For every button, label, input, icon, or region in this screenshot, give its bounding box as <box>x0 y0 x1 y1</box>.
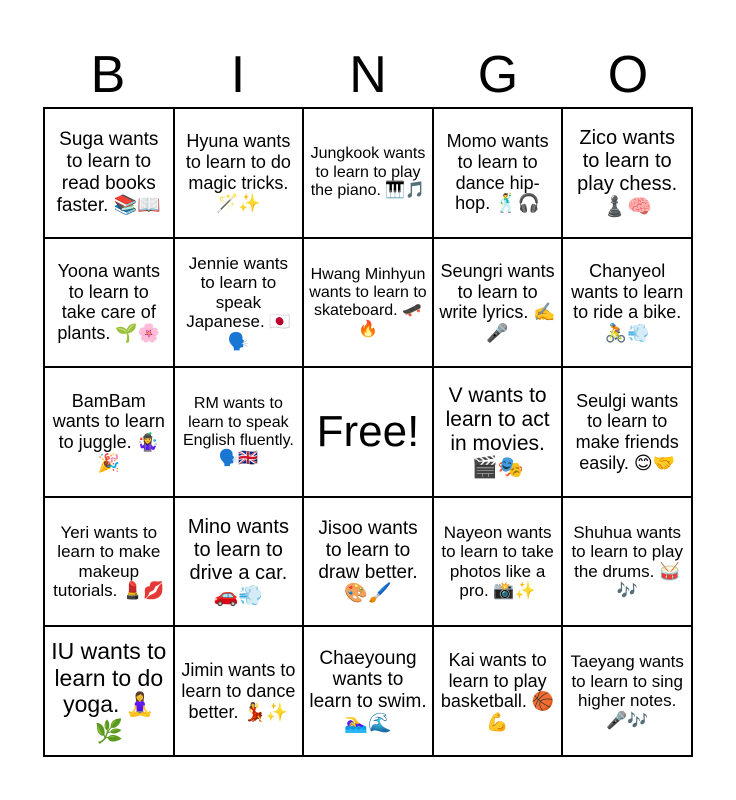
bingo-cell[interactable] <box>562 367 692 497</box>
cell-text: Jimin wants to learn to dance better. 💃✨ <box>181 660 296 722</box>
bingo-header <box>43 44 693 106</box>
cell-text: Shuhua wants to learn to play the drums. 🥁🎶 <box>571 522 683 601</box>
bingo-cell[interactable] <box>174 497 304 627</box>
header-letter-i: I <box>230 46 246 104</box>
bingo-cell[interactable] <box>303 626 433 756</box>
bingo-cell[interactable] <box>433 497 563 627</box>
bingo-cell[interactable] <box>174 367 304 497</box>
cell-text: Nayeon wants to learn to take photos like a pro. 📸✨ <box>441 522 554 601</box>
bingo-cell[interactable] <box>303 108 433 238</box>
bingo-cell[interactable] <box>44 626 174 756</box>
cell-text: Hwang Minhyun wants to learn to skateboard. 🛹🔥 <box>309 265 427 338</box>
cell-text: Yeri wants to learn to make makeup tutorials. 💄💋 <box>53 522 165 601</box>
cell-text: IU wants to learn to do yoga. 🧘‍♀️🌿 <box>51 638 167 744</box>
bingo-cell[interactable] <box>433 626 563 756</box>
cell-text: Yoona wants to learn to take care of plants. 🌱🌸 <box>57 261 161 344</box>
bingo-cell[interactable] <box>174 626 304 756</box>
cell-text: Jisoo wants to learn to draw better. 🎨🖌️ <box>318 517 418 605</box>
bingo-cell[interactable] <box>562 238 692 368</box>
bingo-cell[interactable] <box>433 238 563 368</box>
header-letter-b: B <box>90 46 126 104</box>
cell-text: RM wants to learn to speak English fluently. 🗣️🇬🇧 <box>182 395 294 468</box>
bingo-cell[interactable] <box>174 108 304 238</box>
bingo-cell[interactable] <box>562 497 692 627</box>
header-letter-n: N <box>349 46 387 104</box>
header-letter-o: O <box>607 46 649 104</box>
bingo-cell[interactable] <box>174 238 304 368</box>
bingo-cell[interactable] <box>44 108 174 238</box>
bingo-cell[interactable] <box>433 367 563 497</box>
bingo-cell[interactable] <box>562 626 692 756</box>
bingo-cell[interactable] <box>44 238 174 368</box>
cell-text: Zico wants to learn to play chess. ♟️🧠 <box>577 126 678 218</box>
cell-text: Kai wants to learn to play basketball. 🏀💪 <box>440 649 555 732</box>
cell-text: Taeyang wants to learn to sing higher notes. 🎤🎶 <box>570 652 684 730</box>
cell-text: Jungkook wants to learn to play the piano. 🎹🎵 <box>310 145 426 199</box>
cell-text: Jennie wants to learn to speak Japanese. 🇯🇵🗣️ <box>186 253 291 351</box>
cell-text: BamBam wants to learn to juggle. 🤹‍♀️🎉 <box>52 390 165 473</box>
cell-text: Chaeyoung wants to learn to swim. 🏊‍♀️🌊 <box>309 647 427 735</box>
bingo-cell[interactable] <box>562 108 692 238</box>
free-space-text: Free! <box>316 406 420 456</box>
cell-text: Suga wants to learn to read books faster. 📚📖 <box>56 129 161 216</box>
bingo-cell[interactable] <box>303 238 433 368</box>
free-space[interactable] <box>303 367 433 497</box>
header-letter-g: G <box>477 46 519 104</box>
bingo-cell[interactable] <box>303 497 433 627</box>
bingo-cell[interactable] <box>44 497 174 627</box>
cell-text: Hyuna wants to learn to do magic tricks. 🪄✨ <box>185 131 291 214</box>
cell-text: Mino wants to learn to drive a car. 🚗💨 <box>187 515 289 607</box>
cell-text: V wants to learn to act in movies. 🎬🎭 <box>445 383 550 480</box>
bingo-cell[interactable] <box>44 367 174 497</box>
cell-text: Chanyeol wants to learn to ride a bike. 🚴💨 <box>571 261 684 344</box>
cell-text: Seulgi wants to learn to make friends easily. 😊🤝 <box>575 390 679 473</box>
cell-text: Seungri wants to learn to write lyrics. ✍️🎤 <box>439 261 556 344</box>
bingo-grid <box>43 107 693 757</box>
bingo-cell[interactable] <box>433 108 563 238</box>
cell-text: Momo wants to learn to dance hip-hop. 🕺🎧 <box>446 131 549 214</box>
